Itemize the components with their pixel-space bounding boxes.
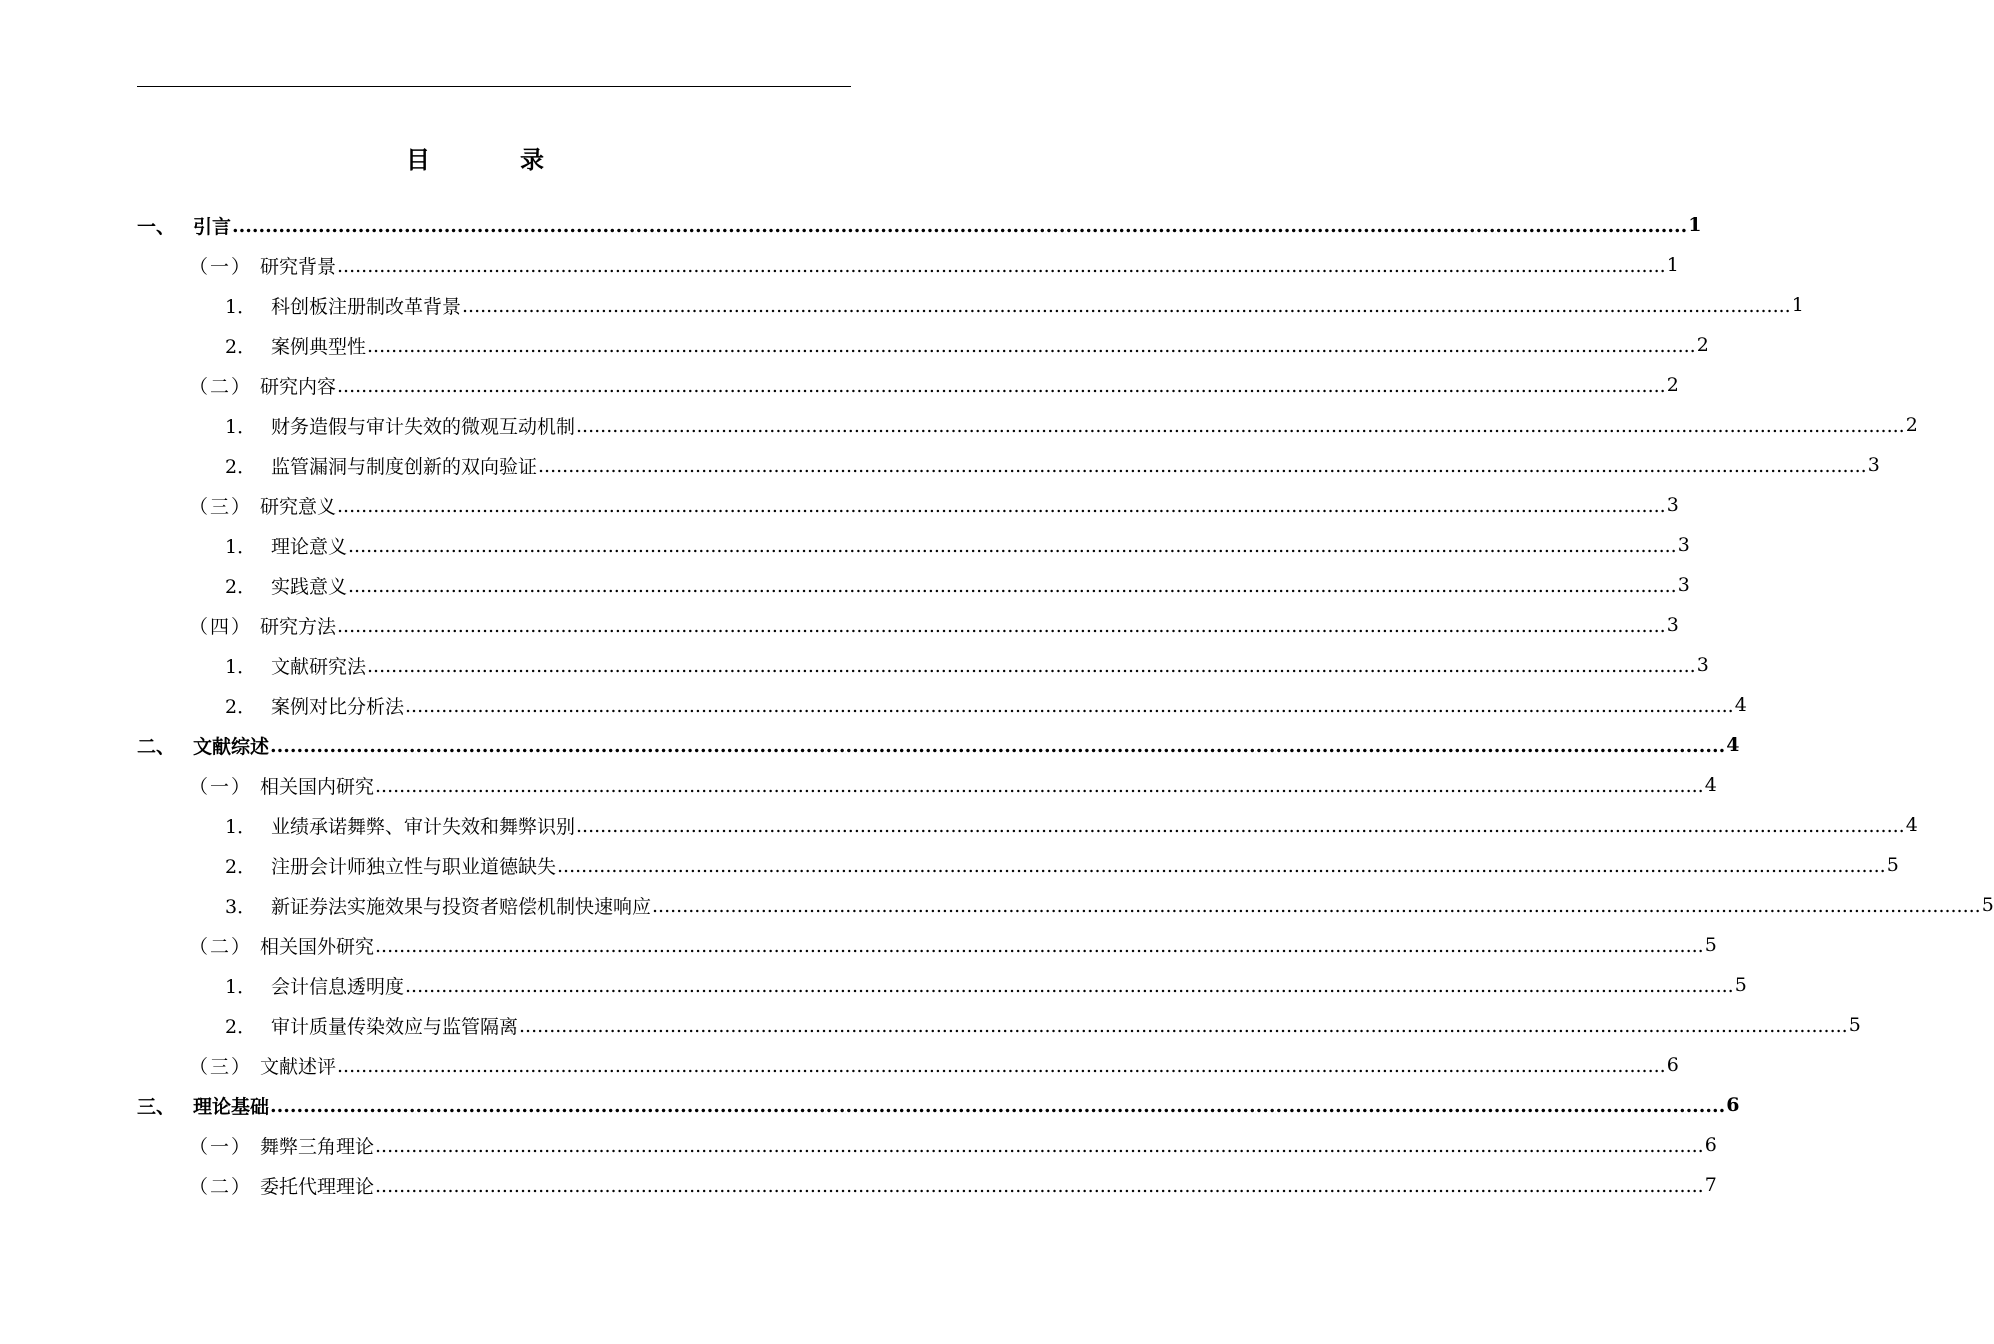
- page-title: [0, 143, 950, 177]
- toc-entry-number: 1．: [225, 535, 257, 558]
- toc-leader-dots: ............................................................................................................................................................................................................................: [375, 1175, 1704, 1197]
- toc-entry-page: 3: [1666, 494, 1679, 516]
- toc-entry[interactable]: [137, 605, 1679, 645]
- toc-entry-number: 2．: [225, 335, 257, 358]
- toc-entry[interactable]: [137, 485, 1679, 525]
- toc-entry-label: 业绩承诺舞弊、审计失效和舞弊识别: [271, 815, 576, 838]
- toc-entry-page: 1: [1688, 214, 1702, 236]
- toc-leader-dots: ............................................................................................................................................................................................................................: [405, 695, 1734, 717]
- toc-entry-label: 理论意义: [271, 535, 348, 558]
- toc-entry-label: 文献综述: [193, 735, 270, 758]
- toc-entry-number: 2．: [225, 1015, 257, 1038]
- toc-leader-dots: ............................................................................................................................................................................................................................: [375, 935, 1704, 957]
- toc-entry-page: 5: [1734, 974, 1747, 996]
- toc-leader-dots: ............................................................................................................................................................................................................................: [367, 335, 1696, 357]
- toc-entry-page: 3: [1696, 654, 1709, 676]
- toc-entry-number: 3．: [225, 895, 257, 918]
- toc-entry-page: 6: [1726, 1094, 1740, 1116]
- toc-entry[interactable]: [137, 845, 1899, 885]
- toc-leader-dots: ............................................................................................................................................................................................................................: [232, 215, 1688, 237]
- toc-entry[interactable]: [137, 285, 1804, 325]
- toc-entry-number: 1．: [225, 415, 257, 438]
- toc-entry-label: 文献述评: [260, 1055, 337, 1078]
- toc-entry-label: 引言: [193, 215, 232, 238]
- toc-entry-page: 4: [1726, 734, 1740, 756]
- toc-entry-label: 新证券法实施效果与投资者赔偿机制快速响应: [271, 895, 652, 918]
- toc-leader-dots: ............................................................................................................................................................................................................................: [538, 455, 1867, 477]
- toc-entry-label: 理论基础: [193, 1095, 270, 1118]
- toc-entry-number: （二）: [189, 935, 253, 958]
- toc-entry[interactable]: [137, 685, 1747, 725]
- title-char-1: 目: [406, 145, 430, 174]
- toc-entry-page: 5: [1981, 894, 1994, 916]
- toc-leader-dots: ............................................................................................................................................................................................................................: [557, 855, 1886, 877]
- toc-entry-label: 文献研究法: [271, 655, 367, 678]
- toc-entry[interactable]: [137, 805, 1918, 845]
- toc-leader-dots: ............................................................................................................................................................................................................................: [375, 1135, 1704, 1157]
- toc-entry[interactable]: [137, 565, 1690, 605]
- toc-entry-page: 6: [1666, 1054, 1679, 1076]
- toc-entry[interactable]: [137, 405, 1918, 445]
- toc-entry-page: 6: [1704, 1134, 1717, 1156]
- toc-entry-label: 实践意义: [271, 575, 348, 598]
- toc-entry-page: 3: [1666, 614, 1679, 636]
- toc-entry-page: 1: [1666, 254, 1679, 276]
- toc-entry-label: 注册会计师独立性与职业道德缺失: [271, 855, 557, 878]
- toc-leader-dots: ............................................................................................................................................................................................................................: [576, 815, 1905, 837]
- toc-entry-page: 4: [1704, 774, 1717, 796]
- toc-entry-label: 案例对比分析法: [271, 695, 405, 718]
- toc-leader-dots: ............................................................................................................................................................................................................................: [337, 1055, 1666, 1077]
- toc-leader-dots: ............................................................................................................................................................................................................................: [337, 615, 1666, 637]
- toc-entry-label: 审计质量传染效应与监管隔离: [271, 1015, 519, 1038]
- toc-entry-page: 2: [1696, 334, 1709, 356]
- toc-entry-number: （一）: [189, 1135, 253, 1158]
- toc-entry-number: （四）: [189, 615, 253, 638]
- toc-entry[interactable]: [137, 1005, 1861, 1045]
- toc-entry[interactable]: [137, 525, 1690, 565]
- toc-entry-label: 相关国外研究: [260, 935, 375, 958]
- toc-leader-dots: ............................................................................................................................................................................................................................: [270, 735, 1726, 757]
- toc-entry-label: 研究意义: [260, 495, 337, 518]
- toc-entry-number: （一）: [189, 255, 253, 278]
- toc-entry-label: 研究内容: [260, 375, 337, 398]
- toc-entry[interactable]: [137, 1165, 1717, 1205]
- toc-entry-number: 2．: [225, 455, 257, 478]
- toc-entry-label: 相关国内研究: [260, 775, 375, 798]
- toc-entry[interactable]: [137, 645, 1709, 685]
- toc-entry-label: 案例典型性: [271, 335, 367, 358]
- toc-entry-number: （一）: [189, 775, 253, 798]
- toc-entry-page: 2: [1666, 374, 1679, 396]
- toc-entry-label: 财务造假与审计失效的微观互动机制: [271, 415, 576, 438]
- toc-entry-number: （二）: [189, 375, 253, 398]
- toc-entry[interactable]: [137, 925, 1717, 965]
- toc-entry-page: 1: [1791, 294, 1804, 316]
- title-char-2: 录: [520, 145, 544, 174]
- toc-entry-number: （三）: [189, 495, 253, 518]
- header-rule: [137, 86, 851, 87]
- toc-entry-number: 2．: [225, 855, 257, 878]
- toc-entry[interactable]: [137, 245, 1679, 285]
- toc-entry[interactable]: [137, 1125, 1717, 1165]
- toc-entry-page: 4: [1905, 814, 1918, 836]
- toc-entry-label: 监管漏洞与制度创新的双向验证: [271, 455, 538, 478]
- toc-leader-dots: ............................................................................................................................................................................................................................: [348, 535, 1677, 557]
- toc-entry[interactable]: [137, 965, 1747, 1005]
- toc-entry-label: 舞弊三角理论: [260, 1135, 375, 1158]
- toc-entry-label: 研究背景: [260, 255, 337, 278]
- toc-entry-number: 一、: [137, 215, 176, 238]
- toc-entry-label: 会计信息透明度: [271, 975, 405, 998]
- toc-entry-page: 5: [1886, 854, 1899, 876]
- toc-entry[interactable]: [137, 205, 1702, 245]
- table-of-contents: [137, 205, 1994, 1205]
- toc-entry-label: 委托代理理论: [260, 1175, 375, 1198]
- toc-entry-number: 2．: [225, 695, 257, 718]
- toc-leader-dots: ............................................................................................................................................................................................................................: [337, 375, 1666, 397]
- toc-entry[interactable]: [137, 1085, 1740, 1125]
- toc-entry-number: （二）: [189, 1175, 253, 1198]
- toc-entry-number: 1．: [225, 975, 257, 998]
- toc-entry-number: 三、: [137, 1095, 176, 1118]
- toc-leader-dots: ............................................................................................................................................................................................................................: [367, 655, 1696, 677]
- toc-entry[interactable]: [137, 765, 1717, 805]
- toc-entry[interactable]: [137, 725, 1740, 765]
- toc-leader-dots: ............................................................................................................................................................................................................................: [270, 1095, 1726, 1117]
- toc-leader-dots: ............................................................................................................................................................................................................................: [405, 975, 1734, 997]
- toc-entry-page: 7: [1704, 1174, 1717, 1196]
- toc-entry[interactable]: [137, 325, 1709, 365]
- toc-entry-page: 2: [1905, 414, 1918, 436]
- toc-entry-page: 5: [1848, 1014, 1861, 1036]
- toc-entry-number: （三）: [189, 1055, 253, 1078]
- toc-entry[interactable]: [137, 365, 1679, 405]
- toc-entry[interactable]: [137, 885, 1994, 925]
- toc-entry-page: 3: [1867, 454, 1880, 476]
- toc-entry-page: 5: [1704, 934, 1717, 956]
- toc-entry-number: 2．: [225, 575, 257, 598]
- toc-entry-page: 3: [1677, 534, 1690, 556]
- toc-leader-dots: ............................................................................................................................................................................................................................: [337, 255, 1666, 277]
- toc-leader-dots: ............................................................................................................................................................................................................................: [337, 495, 1666, 517]
- toc-leader-dots: ............................................................................................................................................................................................................................: [348, 575, 1677, 597]
- toc-entry-label: 科创板注册制改革背景: [271, 295, 462, 318]
- toc-entry-page: 4: [1734, 694, 1747, 716]
- toc-entry[interactable]: [137, 445, 1880, 485]
- toc-entry-label: 研究方法: [260, 615, 337, 638]
- toc-leader-dots: ............................................................................................................................................................................................................................: [576, 415, 1905, 437]
- toc-entry-page: 3: [1677, 574, 1690, 596]
- toc-leader-dots: ............................................................................................................................................................................................................................: [375, 775, 1704, 797]
- toc-entry-number: 二、: [137, 735, 176, 758]
- toc-leader-dots: ............................................................................................................................................................................................................................: [652, 895, 1981, 917]
- toc-entry-number: 1．: [225, 815, 257, 838]
- toc-entry-number: 1．: [225, 655, 257, 678]
- toc-leader-dots: ............................................................................................................................................................................................................................: [519, 1015, 1848, 1037]
- toc-entry[interactable]: [137, 1045, 1679, 1085]
- toc-leader-dots: ............................................................................................................................................................................................................................: [462, 295, 1791, 317]
- toc-entry-number: 1．: [225, 295, 257, 318]
